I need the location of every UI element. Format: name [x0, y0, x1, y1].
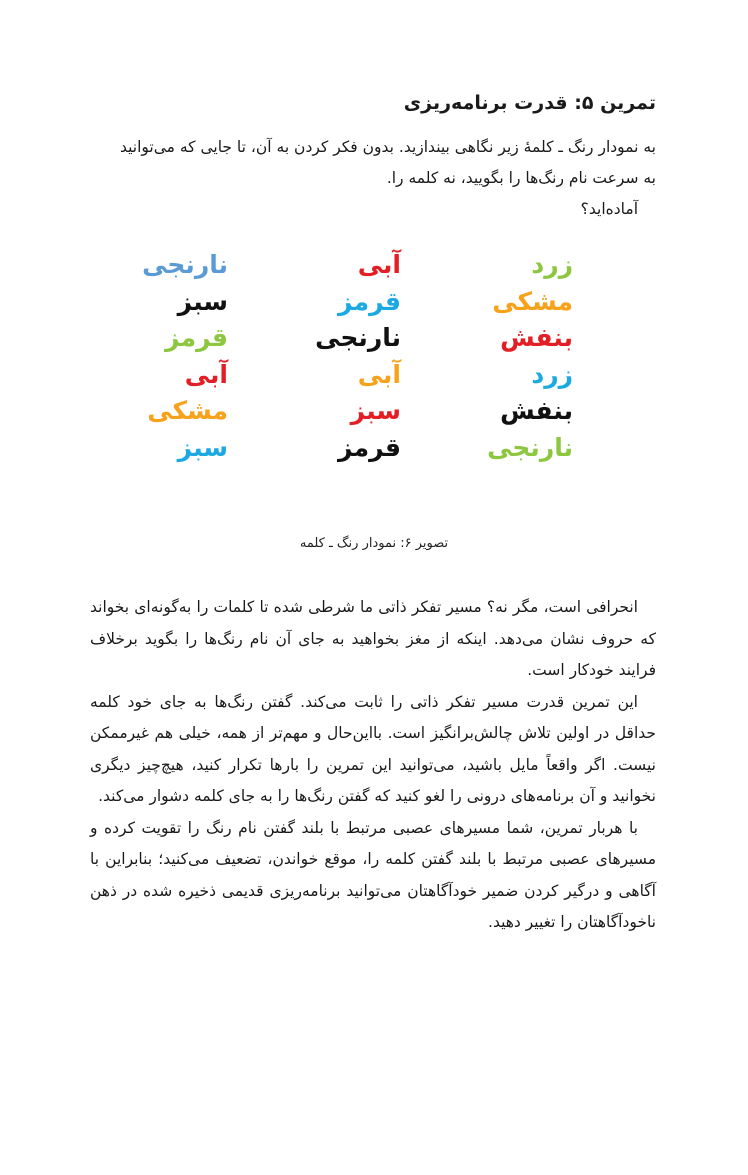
paragraph: با هربار تمرین، شما مسیرهای عصبی مرتبط با بلند گفتن نام رنگ را تقویت کرده و مسیرهای عصبی مرتبط با بلند گفتن کلمه را، موقع خواندن، تضعیف می‌کنید؛ بنابراین با آگاهی و درگیر کردن ضمیر خودآگاهتان می‌توانید برنامه‌ریزی قدیمی ذخیره شده در ذهن ناخودآگاهتان را تغییر دهید. — [90, 818, 656, 931]
exercise-title: تمرین ۵: قدرت برنامه‌ریزی — [403, 92, 656, 114]
color-word: سبز — [177, 286, 228, 316]
intro-question: آماده‌اید؟ — [580, 200, 638, 218]
color-word: مشکی — [147, 396, 228, 425]
color-word: مشکی — [492, 286, 573, 316]
body-text — [90, 592, 656, 939]
color-word: نارنجی — [315, 323, 401, 352]
color-word: بنفش — [500, 323, 573, 352]
color-word: زرد — [531, 250, 573, 279]
figure-caption: تصویر ۶: نمودار رنگ ـ کلمه — [299, 536, 449, 551]
color-word: قرمز — [338, 286, 401, 316]
color-word: قرمز — [338, 432, 401, 462]
color-word: آبی — [357, 250, 401, 279]
color-word: سبز — [350, 396, 401, 425]
color-word-chart — [0, 250, 748, 490]
color-word: نارنجی — [142, 250, 228, 279]
color-word: سبز — [177, 432, 228, 462]
paragraph: انحرافی است، مگر نه؟ مسیر تفکر ذاتی ما شرطی شده تا کلمات را به‌گونه‌ای بخواند که حروف نشان می‌دهد. اینکه از مغز بخواهید به جای آن نام رنگ‌ها را بگوید برخلاف فرایند خودکار است. — [90, 598, 656, 679]
color-word: آبی — [357, 359, 401, 389]
color-word: زرد — [531, 359, 573, 389]
intro-line: به سرعت نام رنگ‌ها را بگویید، نه کلمه را. — [386, 169, 656, 187]
intro-text — [90, 132, 656, 225]
paragraph: این تمرین قدرت مسیر تفکر ذاتی را ثابت می‌کند. گفتن رنگ‌ها به جای خود کلمه حداقل در اولین تلاش چالش‌برانگیز است. بااین‌حال و مهم‌تر از همه، خیلی هم غیرممکن نیست. اگر واقعاً مایل باشید، می‌توانید این تمرین را بارها تکرار کنید، هیچ‌چیز دیگری نخوانید و آن برنامه‌های درونی را لغو کنید که گفتن رنگ‌ها را به جای کلمه دشوار می‌کند. — [90, 692, 656, 805]
color-word: قرمز — [165, 323, 228, 352]
color-word: نارنجی — [487, 432, 573, 462]
color-word: آبی — [184, 359, 228, 389]
intro-line: به نمودار رنگ ـ کلمهٔ زیر نگاهی بیندازید. بدون فکر کردن به آن، تا جایی که می‌توانید — [119, 138, 656, 156]
color-word: بنفش — [500, 396, 573, 425]
